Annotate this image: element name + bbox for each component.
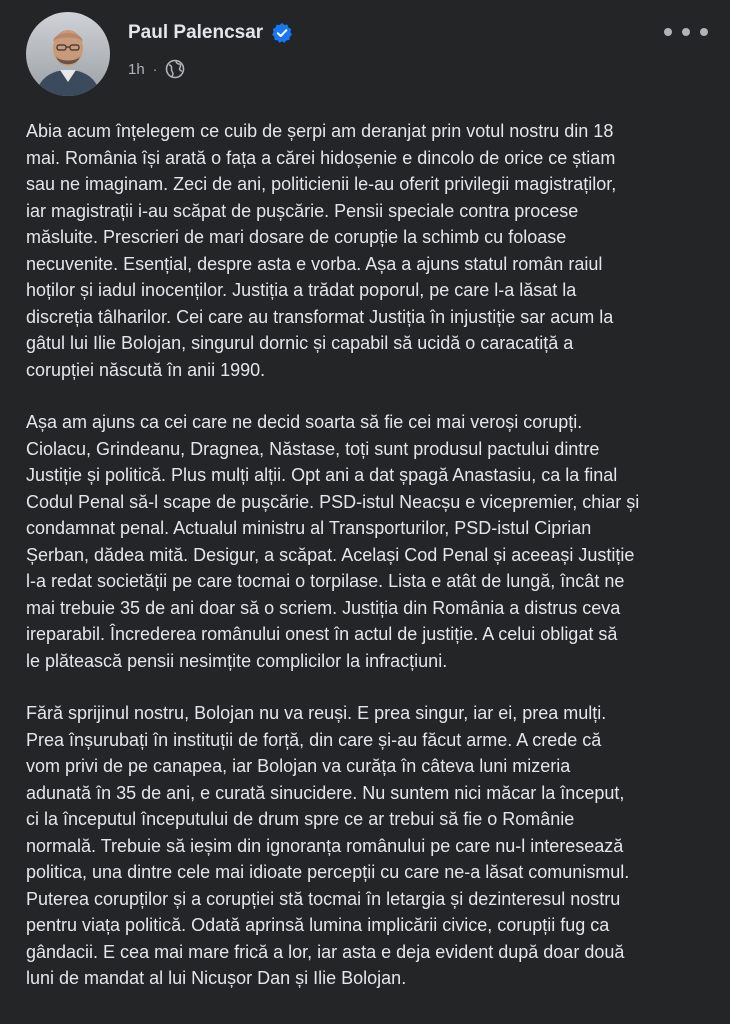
profile-photo [26, 12, 110, 96]
text-line: luni de mandat al lui Nicușor Dan și Ilie Bolojan. [26, 968, 407, 988]
text-line: gândacii. E cea mai mare frică a lor, iar asta e deja evident după doar două [26, 941, 625, 962]
post-meta [128, 59, 185, 79]
post-paragraph [26, 409, 712, 674]
text-line: adunată în 35 de ani, e curată sinucidere. Nu suntem nici măcar la început, [26, 782, 625, 803]
text-line: pentru viața politică. Odată aprinsă lumina implicării civice, corupții fug ca [26, 915, 610, 935]
text-line: gâtul lui Ilie Bolojan, singurul dornic și capabil să ucidă o caracatiță a [26, 333, 574, 353]
text-line: hoților și iadul inocenților. Justiția a trădat poporul, pe care l-a lăsat la [26, 280, 577, 300]
text-line: măsluite. Prescrieri de mari dosare de corupție la schimb cu foloase [26, 227, 567, 247]
post-body [26, 118, 712, 1018]
text-line: Justiție și politică. Plus mulți alții. Opt ani a dat șpagă Anastasiu, ca la final [26, 465, 618, 485]
text-line: l-a redat societății pe care tocmai o torpilase. Lista e atât de lungă, încât ne [26, 571, 625, 591]
text-line: Fără sprijinul nostru, Bolojan nu va reuși. E prea singur, iar ei, prea mulți. [26, 703, 607, 723]
separator-dot: · [152, 61, 158, 77]
text-line: iar magistrații i-au scăpat de pușcărie. Pensii speciale contra procese [26, 200, 579, 221]
text-line: ci la începutul începutului de drum spre ce ar trebui să fie o Românie [26, 809, 575, 829]
text-line: Codul Penal să-l scape de pușcărie. PSD-istul Neacșu e vicepremier, chiar și [26, 491, 640, 512]
more-dot [700, 28, 708, 36]
text-line: mai trebuie 35 de ani doar să o scriem. Justiția din România a distrus ceva [26, 597, 621, 618]
text-line: discreția tâlharilor. Cei care au transformat Justiția în injustiție sar acum la [26, 306, 614, 327]
text-line: Prea înșurubați în instituții de forță, din care și-au făcut arme. A crede că [26, 729, 602, 750]
verified-badge-icon [271, 22, 293, 44]
more-dot [664, 28, 672, 36]
text-line: corupției născută în anii 1990. [26, 359, 266, 380]
text-line: vom privi de pe canapea, iar Bolojan va curăța în câteva luni mizeria [26, 756, 571, 776]
author-name[interactable]: Paul Palencsar [128, 22, 264, 43]
text-line: mai. România își arată o fața a cărei hidoșenie e dincolo de orice ce știam [26, 147, 616, 168]
more-options-icon[interactable] [664, 18, 708, 46]
text-line: necuvenite. Esențial, despre asta e vorba. Așa a ajuns statul român raiul [26, 253, 603, 274]
text-line: normală. Trebuie să ieșim din ignoranța românului pe care nu-l interesează [26, 835, 624, 856]
text-line: Puterea corupților și a corupției stă tocmai în letargia și dezinteresul nostru [26, 888, 621, 909]
timestamp[interactable]: 1h [128, 60, 145, 78]
author-block [128, 22, 293, 44]
text-line: Așa am ajuns ca cei care ne decid soarta să fie cei mai veroși corupți. [26, 412, 583, 432]
text-line: sau ne imaginam. Zeci de ani, politicienii le-au oferit privilegii magistraților, [26, 174, 617, 194]
text-line: Abia acum înțelegem ce cuib de șerpi am deranjat prin votul nostru din 18 [26, 121, 614, 141]
post-paragraph [26, 700, 712, 992]
text-line: politica, una dintre cele mai idioate percepții cu care ne-a lăsat comunismul. [26, 862, 630, 882]
text-line: Șerban, dădea mită. Desigur, a scăpat. Același Cod Penal și aceeași Justiție [26, 544, 635, 565]
post-paragraph [26, 118, 712, 383]
more-dot [682, 28, 690, 36]
text-line: condamnat penal. Actualul ministru al Transporturilor, PSD-istul Ciprian [26, 518, 592, 538]
avatar[interactable] [26, 12, 110, 96]
text-line: Ciolacu, Grindeanu, Dragnea, Năstase, toți sunt produsul pactului dintre [26, 438, 600, 459]
post-header [26, 12, 716, 96]
text-line: le plătească pensii nesimțite complicilor la infracțiuni. [26, 650, 448, 671]
globe-icon[interactable] [165, 59, 185, 79]
text-line: ireparabil. Încrederea românului onest în actul de justiție. A celui obligat să [26, 624, 618, 644]
